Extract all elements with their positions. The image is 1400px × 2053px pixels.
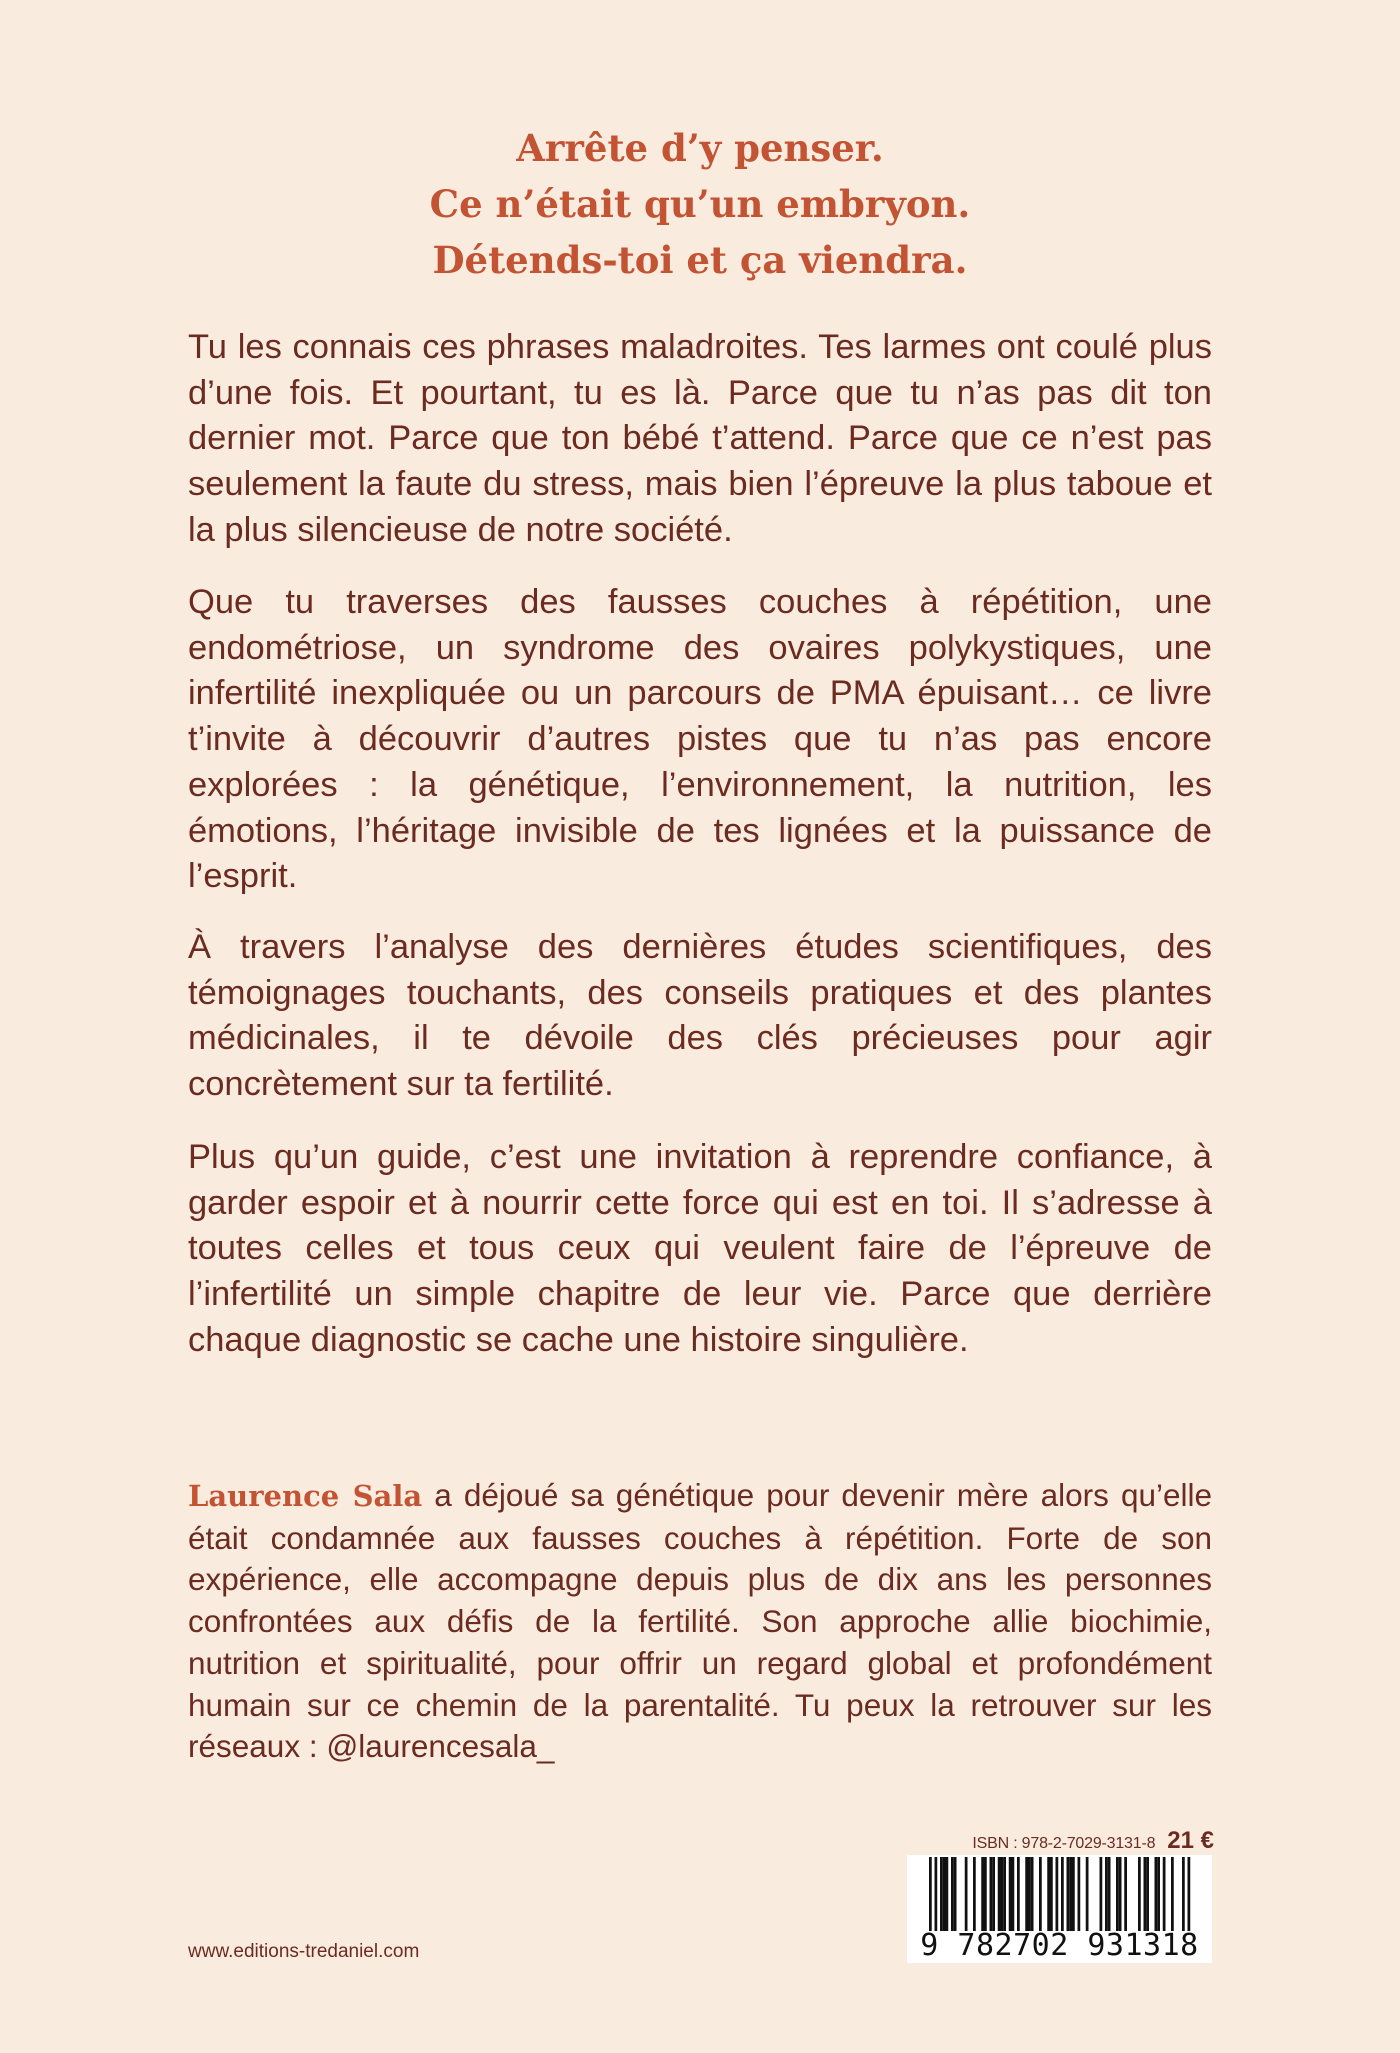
barcode-bar [1003,1857,1006,1933]
price: 21 € [1167,1827,1214,1854]
barcode-bar [1056,1857,1059,1933]
barcode-bar [1039,1857,1042,1933]
publisher-website[interactable]: www.editions-tredaniel.com [188,1941,420,1962]
barcode-bar [1086,1857,1089,1933]
barcode-bar [935,1857,938,1933]
barcode-bar [1171,1857,1174,1933]
barcode-bar [1028,1857,1031,1933]
barcode-bar [946,1857,949,1933]
barcode-bar [1072,1857,1075,1933]
barcode-bar [940,1857,943,1933]
tagline-line-3: Détends-toi et ça viendra. [432,238,968,282]
barcode-bar [992,1857,995,1933]
paragraph-2: Que tu traverses des fausses couches à répétition, une endométriose, un syndrome des ovaires polykystiques, une infertilité inexpliquée ou un parcours de PMA épuisant… ce livre t’invite à découvrir d’autres pistes que tu n’as pas encore explorées : la génétique, l’environnement, la nutrition, les émotions, l’héritage invisible de tes lignées et la puissance de l’esprit. [188,583,1212,896]
barcode-bar [1188,1857,1191,1933]
tagline-line-1: Arrête d’y penser. [516,126,884,170]
barcode-bar [1017,1857,1020,1933]
barcode-bar [1031,1857,1034,1933]
author-name: Laurence Sala [188,1479,423,1513]
barcode-bar [1001,1857,1004,1933]
barcode-bar [1100,1857,1103,1933]
author-bio [188,1475,1212,1768]
barcode-bar [1025,1857,1028,1933]
barcode-bar [998,1857,1001,1933]
barcode-bar [1155,1857,1158,1933]
barcode-bar [1144,1857,1147,1933]
barcode-bar [951,1857,954,1933]
barcode-bar [943,1857,946,1933]
barcode-bar [965,1857,968,1933]
paragraph-3: À travers l’analyse des dernières études scientifiques, des témoignages touchants, des conseils pratiques et des plantes médicinales, il te dévoile des clés précieuses pour agir concrètement sur ta fertilité. [188,928,1212,1104]
isbn: ISBN : 978-2-7029-3131-8 [972,1835,1156,1852]
barcode-bar [1105,1857,1108,1933]
barcode-bar [1061,1857,1064,1933]
author-bio-text: a déjoué sa génétique pour devenir mère alors qu’elle était condamnée aux fausses couches à répétition. Forte de son expérience, elle accompagne depuis plus de dix ans les personnes confrontées aux défis de la fertilité. Son approche allie biochimie, nutrition et spiritualité, pour offrir un regard global et profondément humain sur ce chemin de la parentalité. Tu peux la retrouver sur les réseaux : @laurencesala_ [188,1477,1213,1765]
tagline-line-2: Ce n’était qu’un embryon. [429,182,971,226]
barcode [907,1855,1212,1963]
barcode-bar [1116,1857,1119,1933]
barcode-bar [1067,1857,1070,1933]
barcode-bar [1069,1857,1072,1933]
barcode-bar [973,1857,976,1933]
barcode-bars [907,1855,1212,1933]
barcode-bar [954,1857,957,1933]
barcode-bar [1012,1857,1015,1933]
barcode-bar [1078,1857,1081,1933]
paragraph-4: Plus qu’un guide, c’est une invitation à reprendre confiance, à garder espoir et à nourrir cette force qui est en toi. Il s’adresse à toutes celles et tous ceux qui veulent faire de l’épreuve de l’infertilité un simple chapitre de leur vie. Parce que derrière chaque diagnostic se cache une histoire singulière. [188,1138,1212,1359]
tagline [188,120,1212,288]
barcode-bar [1119,1857,1122,1933]
barcode-bar [1050,1857,1053,1933]
isbn-price-line [910,1827,1214,1855]
barcode-bar [1124,1857,1127,1933]
barcode-bar [981,1857,984,1933]
paragraph-1: Tu les connais ces phrases maladroites. Tes larmes ont coulé plus d’une fois. Et pourtant, tu es là. Parce que tu n’as pas dit ton dernier mot. Parce que ton bébé t’attend. Parce que ce n’est pas seulement la faute du stress, mais bien l’épreuve la plus taboue et la plus silencieuse de notre société. [188,328,1212,549]
barcode-digits: 9 782702 931318 [907,1931,1212,1961]
barcode-bar [990,1857,993,1933]
barcode-bar [1009,1857,1012,1933]
barcode-bar [1163,1857,1166,1933]
barcode-bar [984,1857,987,1933]
barcode-bar [1047,1857,1050,1933]
barcode-bar [1182,1857,1185,1933]
barcode-bar [1146,1857,1149,1933]
barcode-bar [1157,1857,1160,1933]
barcode-bar [1138,1857,1141,1933]
barcode-bar [1108,1857,1111,1933]
barcode-bar [929,1857,932,1933]
